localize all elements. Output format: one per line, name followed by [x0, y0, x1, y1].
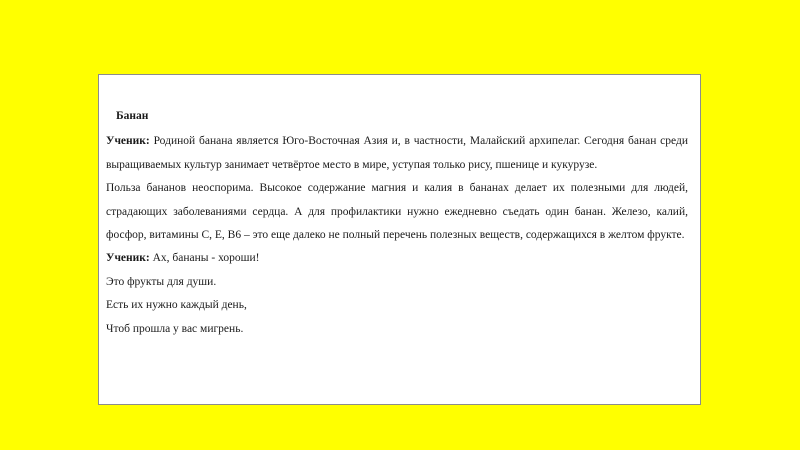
text-content [106, 105, 688, 341]
poem-text: Ах, бананы - хороши! [149, 252, 260, 265]
poem-line-2 [106, 271, 688, 294]
poem-line-3 [106, 294, 688, 317]
poem-text: Чтоб прошла у вас мигрень. [106, 322, 244, 335]
paragraph-text: Родиной банана является Юго-Восточная Азия и, в частности, Малайский архипелаг. Сегодня банан среди выращиваемых культур занимает четвёртое место в мире, уступая только рису, пшенице и кукурузе. [106, 135, 688, 171]
paragraph-origin [106, 130, 688, 177]
paragraph-text: Польза бананов неоспорима. Высокое содержание магния и калия в бананах делает их полезными для людей, страдающих заболеваниями сердца. А для профилактики нужно ежедневно съедать один банан. Железо, калий, фосфор, витамины С, Е, В6 – это еще далеко не полный перечень полезных веществ, содержащихся в желтом фрукте. [106, 182, 688, 242]
slide-card [98, 74, 701, 405]
speaker-label: Ученик: [106, 252, 150, 265]
slide-title: Банан [116, 110, 149, 122]
paragraph-benefits [106, 177, 688, 247]
poem-text: Это фрукты для души. [106, 275, 217, 288]
poem-text: Есть их нужно каждый день, [106, 299, 247, 312]
poem-line-1 [106, 247, 688, 270]
speaker-label: Ученик: [106, 135, 150, 148]
poem-line-4 [106, 318, 688, 341]
